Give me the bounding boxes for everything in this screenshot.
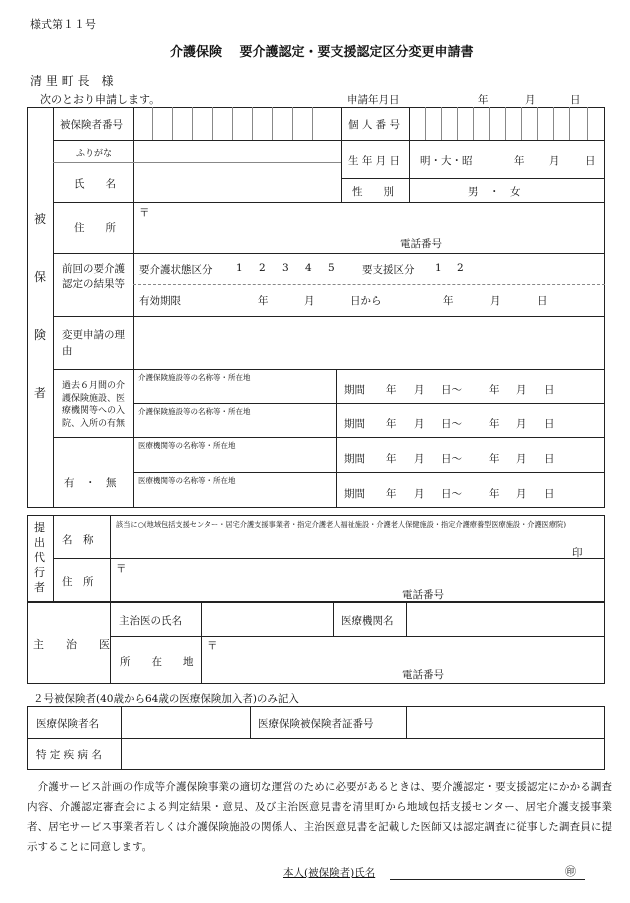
period-year: 年 <box>386 488 397 500</box>
facility-period-label: 期間 <box>344 384 365 396</box>
signature-line <box>390 879 585 880</box>
proxy-address-label: 住 所 <box>62 576 94 588</box>
physician-label: 主 治 医 <box>33 638 110 651</box>
period-sep: 日～ <box>441 384 462 396</box>
birth-day: 日 <box>585 155 596 167</box>
facility-period-label: 期間 <box>344 418 365 430</box>
previous-result-label: 前回の要介護認定の結果等 <box>62 263 125 290</box>
period-year: 年 <box>386 384 397 396</box>
insured-side-label-3: 険 <box>34 328 47 342</box>
validity-label: 有効期限 <box>139 295 181 307</box>
period-month: 月 <box>414 384 425 396</box>
physician-postal-mark: 〒 <box>207 640 218 652</box>
furigana-label: ふりがな <box>76 149 113 159</box>
care-level-label: 要介護状態区分 <box>139 264 213 276</box>
proxy-name-label: 名 称 <box>62 534 94 546</box>
insured-side-label-1: 被 <box>34 212 47 226</box>
birthdate-label: 生 年 月 日 <box>348 155 401 167</box>
period-year: 年 <box>489 453 500 465</box>
institution-label: 医療機関名 <box>341 615 394 627</box>
facility-row-caption: 医療機関等の名称等・所在地 <box>138 441 236 450</box>
validity-from: 日から <box>350 295 382 307</box>
insured-side-label-4: 者 <box>34 386 47 400</box>
period-year: 年 <box>489 384 500 396</box>
facility-history-label: 過去６月間の介護保険施設、医療機関等への入院、入所の有無 <box>62 381 126 429</box>
consent-text: 介護サービス計画の作成等介護保険事業の適切な運営のために必要があるときは、要介護認定・要支援認定にかかる調査内容、介護認定審査会による判定結果・意見、及び主治医意見書を清里町から地域包括支援センター、居宅介護支援事業者、居宅サービス事業者若しくは介護保険施設の関係人、主治医意見書を記載した医師又は認定調査に従事した調査員に提示することに同意します。 <box>27 781 612 853</box>
validity-year: 年 <box>258 295 269 307</box>
intro-text: 次のとおり申請します。 <box>40 93 161 106</box>
support-level-label: 要支援区分 <box>362 264 415 276</box>
period-day: 日 <box>544 418 555 430</box>
period-year: 年 <box>489 418 500 430</box>
specified-disease-label: 特 定 疾 病 名 <box>36 749 102 761</box>
sex-label: 性 別 <box>352 186 394 198</box>
care-level-5: 5 <box>328 262 335 274</box>
insured-number-label: 被保険者番号 <box>60 119 123 131</box>
presence-options: 有 ・ 無 <box>64 477 117 489</box>
facility-period-label: 期間 <box>344 488 365 500</box>
facility-row-caption: 介護保険施設等の名称等・所在地 <box>138 373 251 382</box>
physician-phone-label: 電話番号 <box>402 669 444 681</box>
period-month: 月 <box>516 384 527 396</box>
period-month: 月 <box>414 453 425 465</box>
facility-row-caption: 医療機関等の名称等・所在地 <box>138 476 236 485</box>
signature-label: 本人(被保険者)氏名 <box>283 867 376 879</box>
insured-card-number-label: 医療保険被保険者証番号 <box>258 718 374 730</box>
support-level-2: 2 <box>457 262 464 274</box>
physician-table <box>27 602 605 684</box>
application-day: 日 <box>570 94 581 106</box>
period-day: 日 <box>544 453 555 465</box>
proxy-seal: 印 <box>572 547 583 559</box>
period-year: 年 <box>386 418 397 430</box>
validity-to-month: 月 <box>490 295 501 307</box>
period-month: 月 <box>516 488 527 500</box>
postal-mark: 〒 <box>139 207 150 219</box>
birth-month: 月 <box>549 155 560 167</box>
care-level-1: 1 <box>236 262 243 274</box>
period-year: 年 <box>489 488 500 500</box>
era-options: 明・大・昭 <box>420 155 473 167</box>
facility-row-caption: 介護保険施設等の名称等・所在地 <box>138 407 251 416</box>
address-label: 住 所 <box>74 222 116 234</box>
proxy-phone-label: 電話番号 <box>402 589 444 601</box>
physician-location-label: 所 在 地 <box>120 656 194 668</box>
period-sep: 日～ <box>441 453 462 465</box>
care-level-4: 4 <box>305 262 312 274</box>
name-label: 氏 名 <box>74 178 116 190</box>
period-month: 月 <box>414 418 425 430</box>
personal-number-label: 個 人 番 号 <box>348 119 401 131</box>
proxy-category-note: 該当に○(地域包括支援センター・居宅介護支援事業者・指定介護老人福祉施設・介護老人保健施設・指定介護療養型医療施設・介護医療院) <box>116 520 567 529</box>
insured-side-label-2: 保 <box>34 270 47 284</box>
birth-year: 年 <box>514 155 525 167</box>
change-reason-label: 変更申請の理由 <box>62 329 125 357</box>
period-month: 月 <box>516 453 527 465</box>
period-month: 月 <box>414 488 425 500</box>
care-level-3: 3 <box>282 262 289 274</box>
validity-month: 月 <box>304 295 315 307</box>
secondary-heading: ２号被保険者(40歳から64歳の医療保険加入者)のみ記入 <box>33 693 299 705</box>
support-level-1: 1 <box>435 262 442 274</box>
phone-label: 電話番号 <box>400 238 442 250</box>
physician-name-label: 主治医の氏名 <box>119 615 182 627</box>
application-month: 月 <box>525 94 536 106</box>
addressee: 清 里 町 長 様 <box>30 74 114 88</box>
period-sep: 日～ <box>441 418 462 430</box>
validity-to-year: 年 <box>443 295 454 307</box>
insurer-name-label: 医療保険者名 <box>36 718 99 730</box>
period-sep: 日～ <box>441 488 462 500</box>
period-day: 日 <box>544 488 555 500</box>
period-month: 月 <box>516 418 527 430</box>
form-number: 様式第１１号 <box>30 18 96 31</box>
signature-seal: ㊞ <box>565 865 576 878</box>
application-year: 年 <box>478 94 489 106</box>
validity-to-day: 日 <box>537 295 548 307</box>
facility-period-label: 期間 <box>344 453 365 465</box>
care-level-2: 2 <box>259 262 266 274</box>
sex-options: 男 ・ 女 <box>468 186 521 198</box>
period-day: 日 <box>544 384 555 396</box>
proxy-side-label: 提出代行者 <box>34 521 45 594</box>
page-title: 介護保険 要介護認定・要支援認定区分変更申請書 <box>170 45 474 60</box>
proxy-postal-mark: 〒 <box>116 563 127 575</box>
period-year: 年 <box>386 453 397 465</box>
application-date-label: 申請年月日 <box>347 94 400 106</box>
